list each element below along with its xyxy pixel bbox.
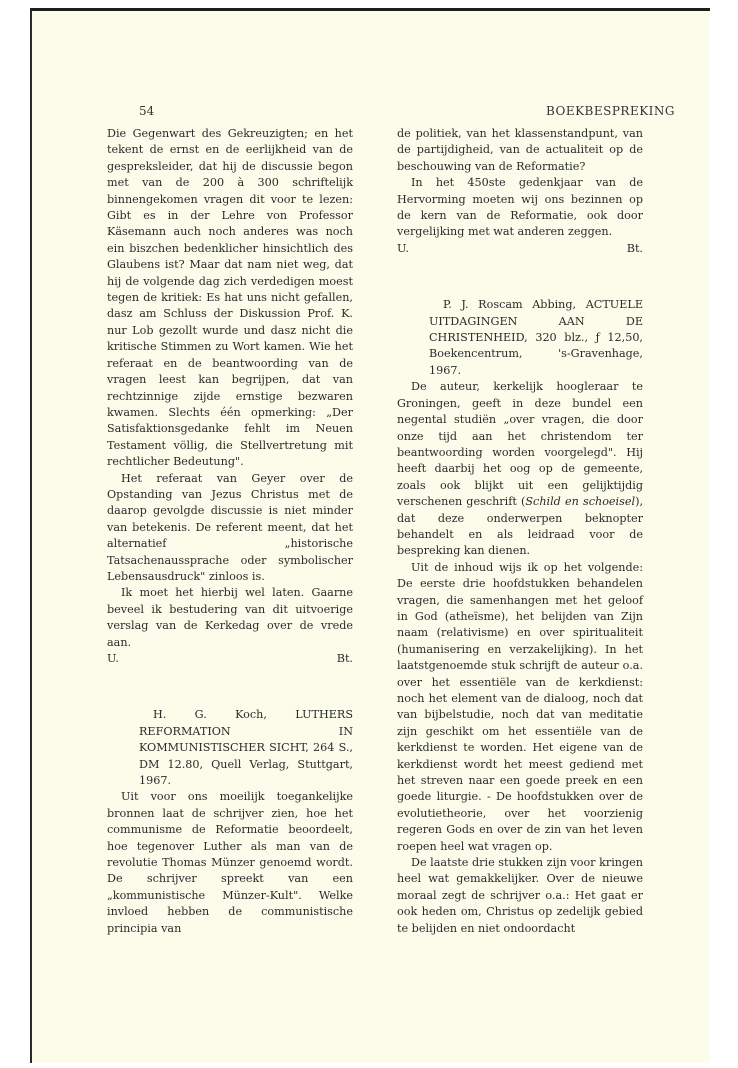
signature-author: Bt. xyxy=(336,652,353,665)
paragraph: In het 450ste gedenkjaar van de Hervorming moeten wij ons bezinnen op de kern van de Reformatie, ook door vergelijking met wat anderen zeggen. xyxy=(397,176,643,239)
signature-author: Bt. xyxy=(626,241,643,255)
book-citation: P. J. Roscam Abbing, ACTUELE UITDAGINGEN AAN DE CHRISTENHEID, 320 blz., ƒ 12,50, Boekencentrum, 's-Gravenhage, 1967. xyxy=(429,298,643,377)
paragraph: Het referaat van Geyer over de Opstanding van Jezus Christus met de daarop gevolgde discussie is niet minder van betekenis. De referent meent, dat het alternatief „historische Tatsachenaussprache oder symbolischer Lebensausdruck" zinloos is. xyxy=(107,471,353,583)
review-signature xyxy=(107,651,353,667)
paragraph: Ik moet het hierbij wel laten. Gaarne beveel ik bestudering van dit uitvoerige verslag van de Kerkedag over de vrede aan. xyxy=(107,586,353,649)
signature-initial: U. xyxy=(107,652,119,665)
running-title: BOEKBESPREKING xyxy=(545,104,675,118)
paragraph: de politiek, van het klassenstandpunt, van de partijdigheid, van de actualiteit op de beschouwing van de Reformatie? xyxy=(397,127,643,173)
page-number: 54 xyxy=(139,104,155,118)
right-column xyxy=(397,126,643,937)
paragraph: Die Gegenwart des Gekreuzigten; en het tekent de ernst en de eerlijkheid van de gespreksleider, dat hij de discussie begon met van de 200 à 300 schriftelijk binnengekomen vragen dit voor te lezen: Gibt es in der Lehre von Professor Käsemann auch noch anderes was noch ein biszchen bedenklicher hinsichtlich des Glaubens ist? Maar dat nam niet weg, dat hij de volgende dag zich verdedigen moest tegen de kritiek: Es hat uns nicht gefallen, dasz am Schluss der Diskussion Prof. K. nur Lob gezollt wurde und dasz nicht die kritische Stimmen zu Wort kamen. Wie het referaat en de beantwoording van de vragen leest kan begrijpen, dat van rechtzinnige zijde ernstige bezwaren kwamen. Slechts één opmerking: „Der Satisfaktionsgedanke fehlt im Neuen Testament völlig, die Stellvertretung mit rechtlicher Bedeutung". xyxy=(107,127,353,469)
book-citation: H. G. Koch, LUTHERS REFORMATION IN KOMMUNISTISCHER SICHT, 264 S., DM 12.80, Quell Verlag, Stuttgart, 1967. xyxy=(139,708,353,788)
signature-initial: U. xyxy=(397,241,409,255)
italic-title: Schild en schoeisel xyxy=(525,495,636,509)
left-column xyxy=(107,126,353,937)
review-signature xyxy=(397,241,643,257)
paragraph: Uit de inhoud wijs ik op het volgende: De eerste drie hoofdstukken behandelen vragen, die samenhangen met het geloof in God (atheïsme), het belijden van Zijn naam (relativisme) en over spiritualiteit (humanisering en verzakelijking). In het laatstgenoemde stuk schrijft de auteur o.a. over het essentiële van de kerkdienst: noch het element van de dialoog, noch dat van bijbelstudie, noch dat van meditatie zijn geschikt om het essentiële van de kerkdienst te worden. Het eigene van de kerkdienst wordt het meest gediend met het streven naar een goede preek en een goede liturgie. - De hoofdstukken over de evolutietheorie, over het voorzienig regeren Gods en over de zin van het leven roepen heel wat vragen op. xyxy=(397,560,643,853)
paragraph: De laatste drie stukken zijn voor kringen heel wat gemakkelijker. Over de nieuwe moraal zegt de schrijver o.a.: Het gaat er ook heden om, Christus op zedelijk gebied te belijden en niet ondoordacht xyxy=(397,856,643,935)
paragraph: Uit voor ons moeilijk toegankelijke bronnen laat de schrijver zien, hoe het communisme de Reformatie beoordeelt, hoe tegenover Luther als man van de revolutie Thomas Münzer genoemd wordt. De schrijver spreekt van een „kommunistische Münzer-Kult". Welke invloed hebben de communistische principia van xyxy=(107,790,353,935)
paragraph: De auteur, kerkelijk hoogleraar te Groningen, geeft in deze bundel een negental studiën „over vragen, die door onze tijd aan het christendom ter beantwoording worden voorgelegd". Hij heeft daarbij het oog op de gemeente, zoals ook blijkt uit een gelijktijdig verschenen geschrift (Schild en schoeisel), dat deze onderwerpen beknopter behandelt en als leidraad voor de bespreking kan dienen. xyxy=(397,380,643,558)
